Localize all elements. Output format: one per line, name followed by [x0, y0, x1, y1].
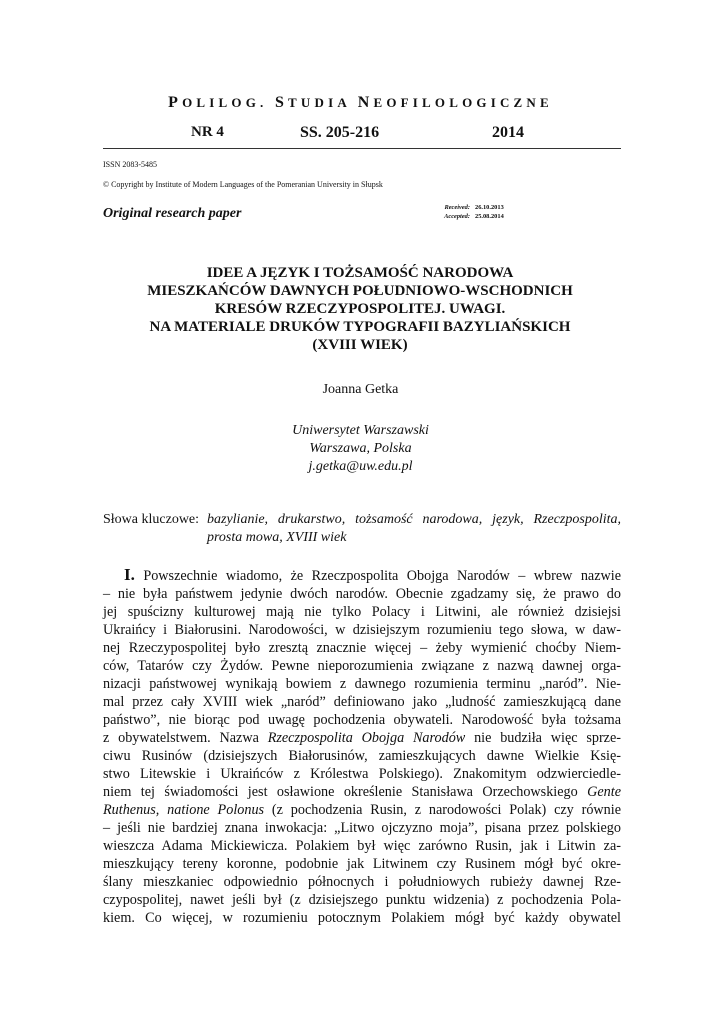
submission-dates [437, 203, 504, 221]
journal-title-part: N [357, 94, 374, 111]
title-line: IDEE A JĘZYK I TOŻSAMOŚĆ NARODOWA [206, 265, 514, 281]
body-line: państwo”, nie biorąc pod uwagę pochodzenia obywateli. Narodowość była tożsama [103, 712, 621, 728]
body-line: ciwu Rusinów (dzisiejszych Białorusinów, zamieszkujących dawne Wielkie Księ- [103, 748, 621, 764]
body-line: wieszcza Adama Mickiewicza. Polakiem był więc zarówno Rusin, jak i Litwin za- [103, 838, 621, 854]
article-title [60, 264, 660, 354]
section-number: I. [124, 565, 135, 584]
journal-title-part: S [274, 94, 289, 111]
body-line: jej spuścizny kulturowej mają nie tylko Polacy i Litwini, ale również dzisiejsi [103, 604, 621, 620]
body-line: mal przez cały XVIII wiek „naród” definiowano jako „ludność zamieszkującą dane [103, 694, 621, 710]
body-line-text: Powszechnie wiadomo, że Rzeczpospolita Obojga Narodów – wbrew nazwie [134, 568, 621, 584]
body-line [103, 801, 621, 819]
body-line: kiem. Co więcej, w rozumieniu potocznym Polakiem mógł być każdy obywatel [103, 910, 621, 926]
publication-year: 2014 [492, 124, 524, 141]
body-line: stwo Litewskie i Ukraińców z Królestwa Polskiego). Znakomitym odzwierciedle- [103, 766, 621, 782]
affiliation-institution: Uniwersytet Warszawski [292, 423, 429, 438]
journal-title [0, 94, 721, 112]
accepted-date: 25.08.2014 [475, 213, 504, 220]
body-line-italic: Rzeczpospolita Obojga Narodów [267, 730, 466, 746]
author-affiliation [0, 422, 721, 476]
title-line: (XVIII WIEK) [312, 337, 408, 353]
title-line: KRESÓW RZECZYPOSPOLITEJ. UWAGI. [214, 301, 506, 317]
accepted-row [437, 212, 504, 221]
body-line [103, 729, 621, 747]
header-divider [103, 148, 621, 149]
body-line-italic: Gente [587, 784, 622, 800]
body-line: – nie była państwem jedynie dwóch narodów. Obecnie zgadzamy się, że prawo do [103, 586, 621, 602]
received-row [437, 203, 504, 212]
author-name: Joanna Getka [322, 382, 399, 397]
copyright-notice: © Copyright by Institute of Modern Languages of the Pomeranian University in Słupsk [103, 180, 383, 189]
paper-type: Original research paper [103, 206, 242, 221]
body-line: mieszkujący tereny koronne, podobnie jak Litwinem czy Rusinem mógł być okre- [103, 856, 621, 872]
keywords-label: Słowa kluczowe: [103, 512, 200, 527]
page-range: SS. 205-216 [300, 124, 380, 141]
body-line: ślany mieszkaniec odpowiednio północnych i południowych rubieży dawnej Rze- [103, 874, 621, 890]
title-line: NA MATERIALE DRUKÓW TYPOGRAFII BAZYLIAŃSKICH [149, 319, 571, 335]
journal-title-part: P [168, 94, 183, 111]
body-line: ców, Tatarów czy Żydów. Pewne nieporozumienia związane z nazwą dawnej orga- [103, 658, 621, 674]
keywords-line: bazylianie, drukarstwo, tożsamość narodowa, język, Rzeczpospolita, [207, 512, 621, 527]
author-email: j.getka@uw.edu.pl [308, 459, 413, 474]
body-line: – jeśli nie bardziej znana inwokacja: „Litwo ojczyzno moja”, pisana przez polskiego [103, 820, 621, 836]
body-paragraph [103, 566, 621, 927]
body-line: Ukraińcy i Białorusini. Narodowości, w dzisiejszym rozumieniu tego słowa, w daw- [103, 622, 621, 638]
body-line: nej Rzeczypospolitej było zresztą znacznie więcej – żeby wymienić choćby Niem- [103, 640, 621, 656]
body-line [103, 783, 621, 801]
issn: ISSN 2083-5485 [103, 160, 158, 169]
body-line-text: z obywatelstwem. Nazwa [103, 730, 259, 746]
journal-title-part: EOFILOLOGICZNE [373, 95, 553, 110]
body-line-italic: Ruthenus, natione Polonus [103, 802, 265, 818]
received-date: 26.10.2013 [475, 204, 504, 211]
body-line-text: (z pochodzenia Rusin, z narodowości Polak) czy równie [264, 802, 621, 818]
journal-title-part: OLILOG. [182, 95, 275, 110]
body-line: nizacji państwowej wynikają bowiem z dawnego rozumienia terminu „naród”. Nie- [103, 676, 621, 692]
body-line-text: niem tej świadomości jest osławione określenie Stanisława Orzechowskiego [103, 784, 578, 800]
issue-number: NR 4 [191, 124, 224, 140]
accepted-label: Accepted: [444, 213, 470, 220]
received-label: Received: [444, 204, 470, 211]
journal-title-part: TUDIA [288, 95, 358, 110]
title-line: MIESZKAŃCÓW DAWNYCH POŁUDNIOWO-WSCHODNICH [147, 283, 573, 299]
keywords-line: prosta mowa, XVIII wiek [207, 530, 347, 545]
affiliation-location: Warszawa, Polska [309, 441, 412, 456]
body-line-text: nie budziła więc sprze- [465, 730, 621, 746]
body-line [103, 566, 621, 585]
body-line: czypospolitej, nawet jeśli był (z dzisiejszego punktu widzenia) z pochodzenia Pola- [103, 892, 621, 908]
